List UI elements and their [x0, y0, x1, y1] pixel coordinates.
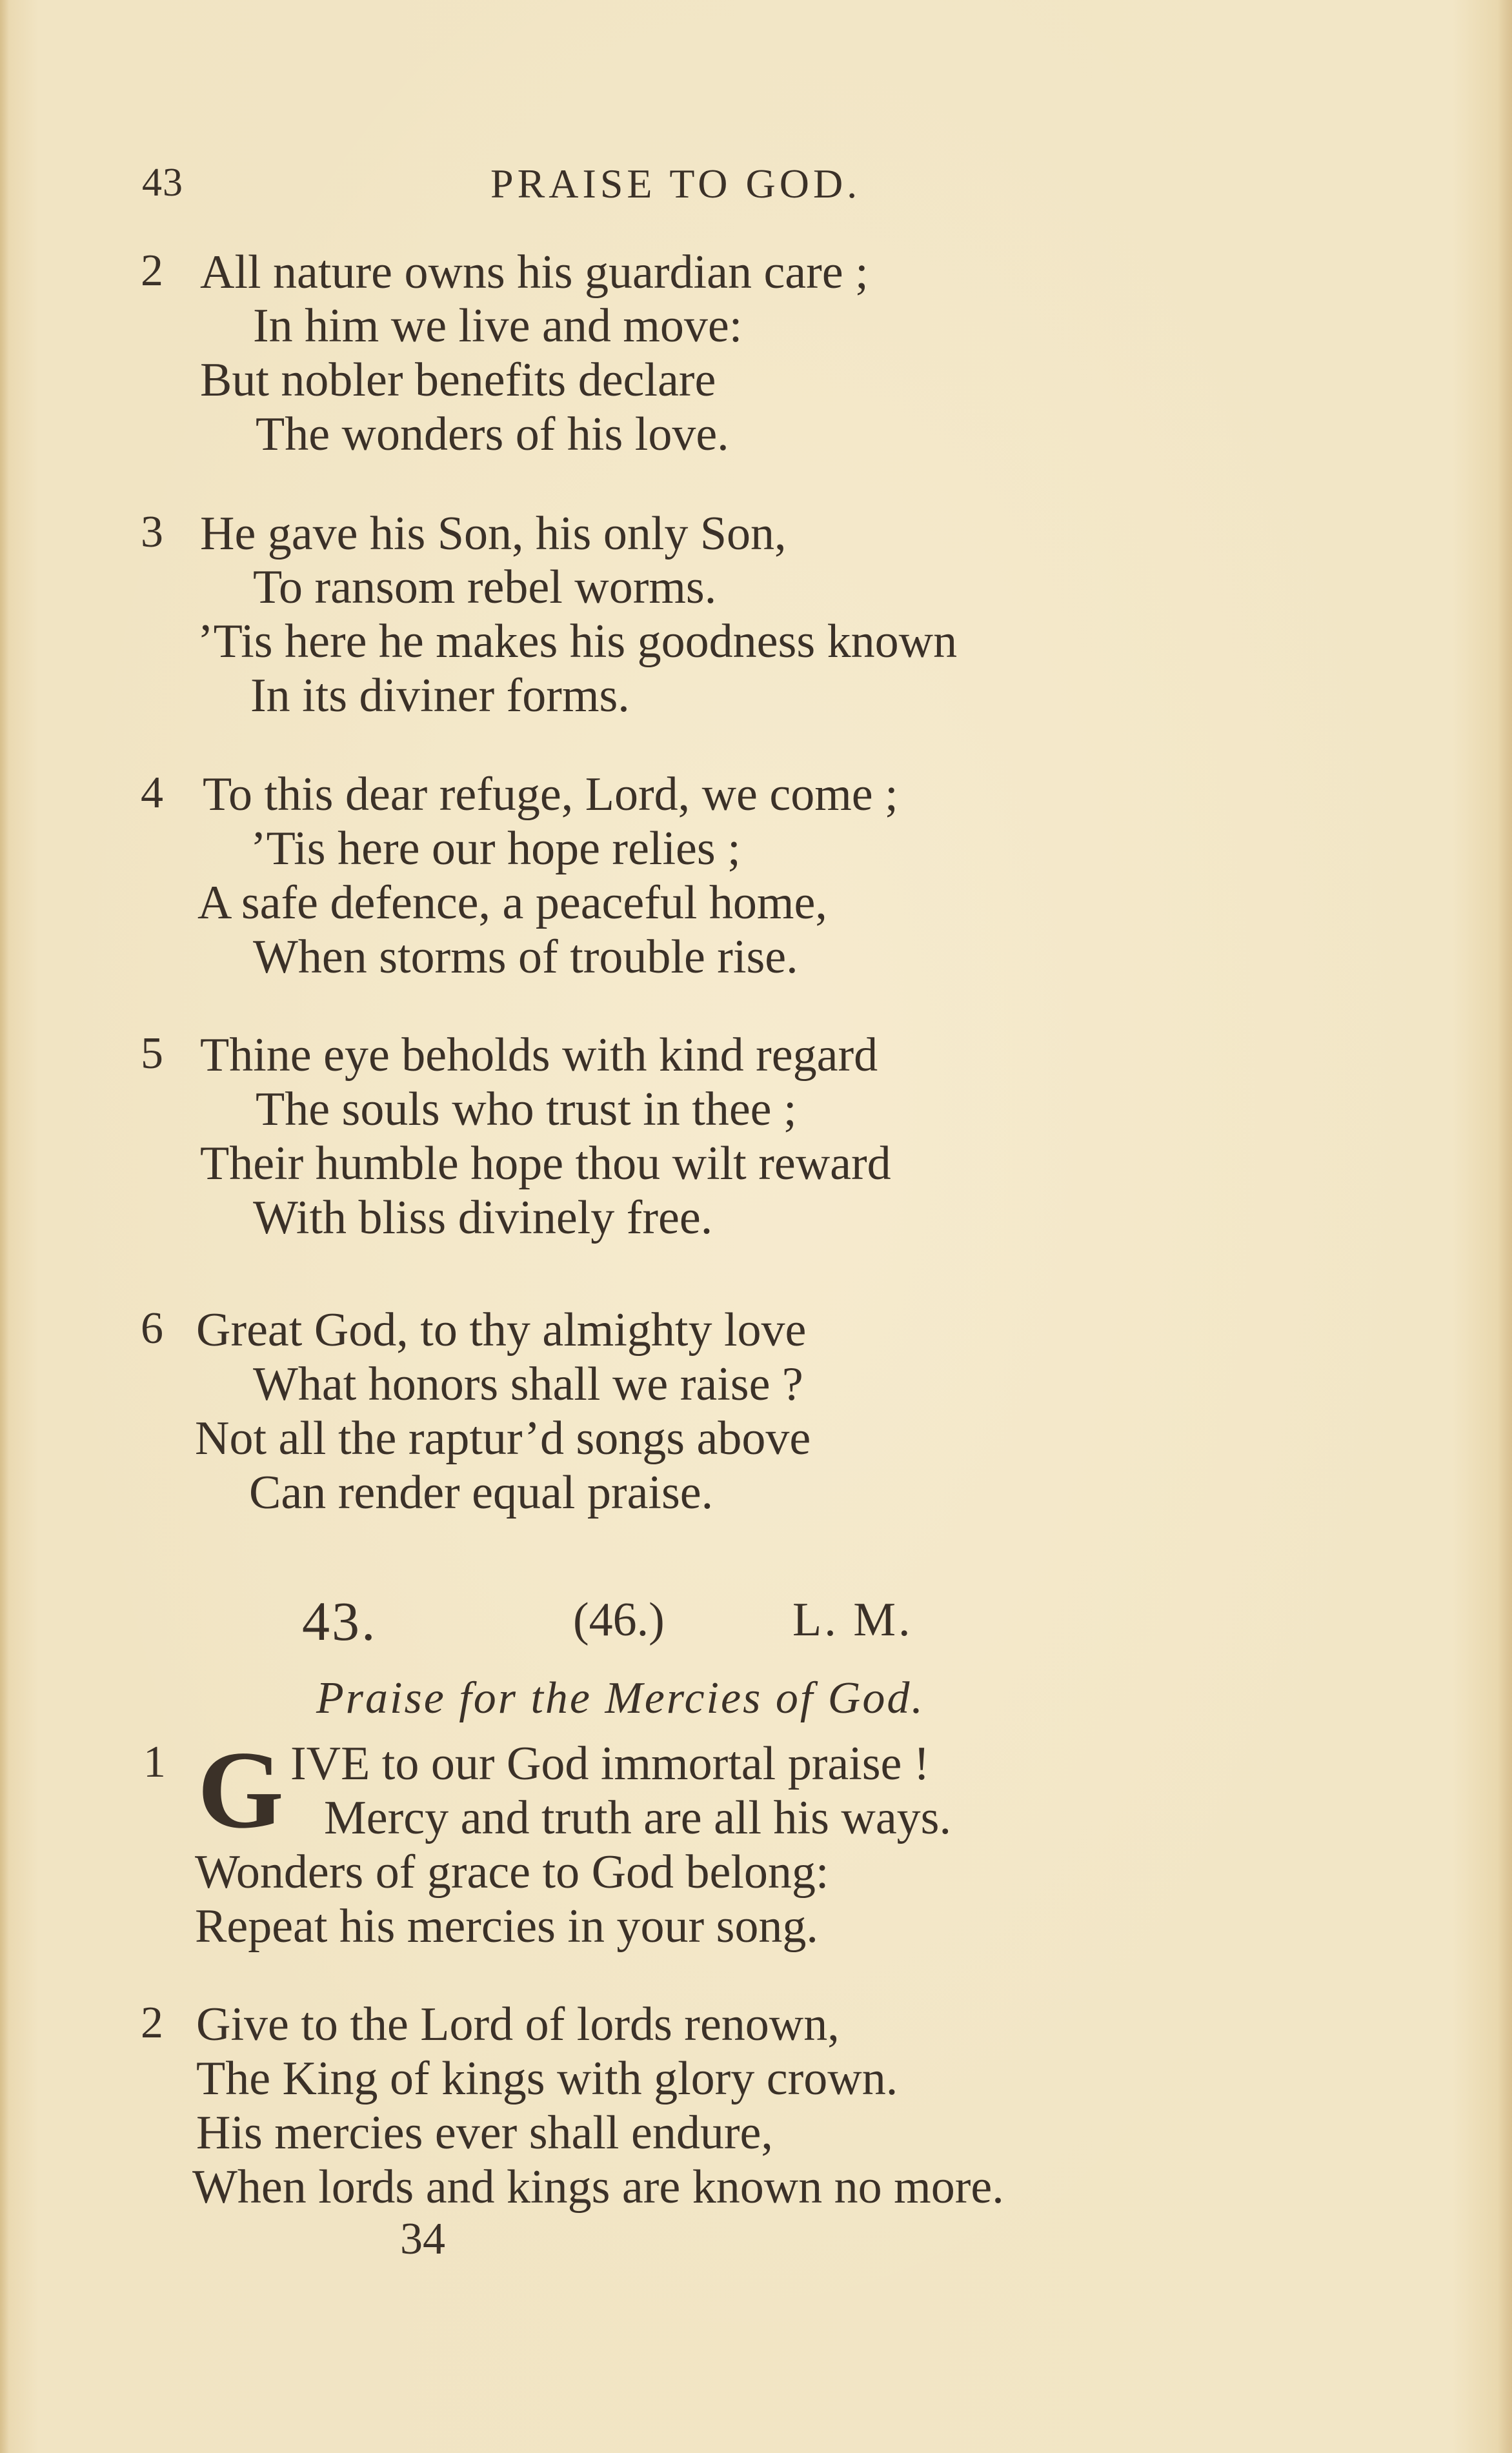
verse-line: Wonders of grace to God belong:	[195, 1846, 829, 1899]
verse-line: A safe defence, a peaceful home,	[197, 876, 827, 929]
verse-line: With bliss divinely free.	[253, 1191, 713, 1244]
verse-line: Not all the raptur’d songs above	[195, 1412, 811, 1465]
page-edge-left	[0, 0, 9, 2453]
verse-line: What honors shall we raise ?	[253, 1358, 803, 1411]
verse-line: His mercies ever shall endure,	[196, 2106, 773, 2159]
stanza-number: 6	[141, 1304, 163, 1353]
tune-number: (46.)	[573, 1593, 665, 1646]
hymn-title: Praise for the Mercies of God.	[316, 1673, 925, 1723]
verse-line: When storms of trouble rise.	[253, 931, 798, 984]
meter: L. M.	[792, 1593, 913, 1646]
stanza-number: 5	[141, 1029, 163, 1078]
verse-line: IVE to our God immortal praise !	[290, 1737, 930, 1790]
running-title: PRAISE TO GOD.	[490, 161, 862, 207]
verse-line: Great God, to thy almighty love	[196, 1304, 807, 1357]
verse-line: But nobler benefits declare	[200, 354, 716, 407]
verse-line: Mercy and truth are all his ways.	[324, 1792, 951, 1844]
verse-line: The King of kings with glory crown.	[196, 2052, 898, 2105]
page-header	[0, 160, 1512, 218]
page-number: 43	[142, 161, 183, 205]
verse-line: The souls who trust in thee ;	[256, 1083, 797, 1136]
stanza-number: 1	[143, 1737, 166, 1787]
verse-line: Can render equal praise.	[249, 1466, 714, 1519]
verse-line: The wonders of his love.	[256, 408, 729, 461]
stanza-number: 3	[141, 507, 163, 557]
verse-line: ’Tis here our hope relies ;	[250, 822, 741, 875]
verse-line: Repeat his mercies in your song.	[195, 1900, 818, 1953]
hymn-number: 43.	[302, 1590, 378, 1652]
verse-line: Give to the Lord of lords renown,	[196, 1998, 840, 2051]
signature-mark: 34	[400, 2214, 445, 2264]
drop-cap: G	[197, 1729, 284, 1852]
verse-line: Thine eye beholds with kind regard	[200, 1029, 878, 1082]
verse-line: All nature owns his guardian care ;	[200, 246, 869, 299]
verse-line: Their humble hope thou wilt reward	[200, 1137, 891, 1190]
page-edge-right	[1498, 0, 1512, 2453]
verse-line: When lords and kings are known no more.	[192, 2161, 1004, 2214]
verse-line: He gave his Son, his only Son,	[200, 507, 787, 560]
verse-line: To this dear refuge, Lord, we come ;	[203, 768, 898, 821]
verse-line: In him we live and move:	[253, 299, 743, 352]
hymn-heading	[0, 1589, 1512, 1653]
stanza-number: 2	[141, 246, 163, 296]
stanza-number: 2	[141, 1998, 163, 2048]
stanza-number: 4	[141, 768, 163, 818]
verse-line: In its diviner forms.	[250, 669, 630, 722]
verse-line: To ransom rebel worms.	[253, 561, 717, 614]
verse-line: ’Tis here he makes his goodness known	[197, 615, 958, 668]
